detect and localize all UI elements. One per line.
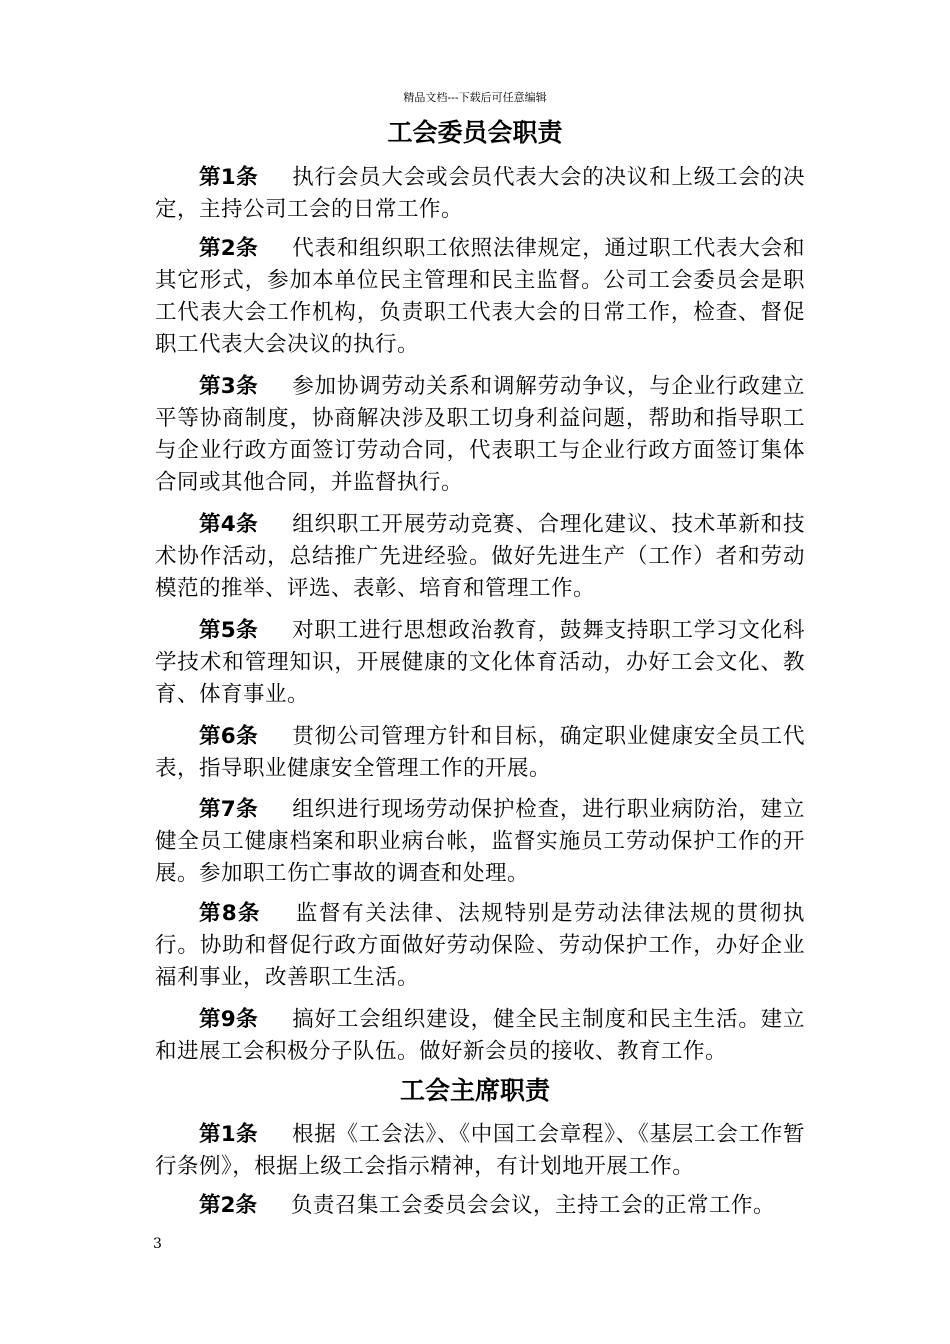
article-text: 对职工进行思想政治教育，鼓舞支持职工学习文化科学技术和管理知识，开展健康的文化体育活动，办好工会文化、教育、体育事业。 [155,618,805,707]
committee-article-9 [155,1004,805,1068]
article-number: 第9条 [199,1007,258,1032]
article-number: 第1条 [199,1122,258,1147]
article-text: 贯彻公司管理方针和目标，确定职业健康安全员工代表，指导职业健康安全管理工作的开展。 [155,724,805,781]
page-number: 3 [153,1236,162,1252]
committee-article-3 [155,371,805,499]
page-header-note: 精品文档---下载后可任意编辑 [403,91,547,104]
article-number: 第6条 [199,724,258,749]
committee-article-5 [155,615,805,711]
article-text: 执行会员大会或会员代表大会的决议和上级工会的决定，主持公司工会的日常工作。 [155,165,805,222]
article-number: 第4条 [199,512,258,537]
committee-article-4 [155,509,805,605]
article-number: 第1条 [199,165,258,190]
committee-article-6 [155,721,805,785]
article-number: 第8条 [199,901,261,926]
section-title-committee: 工会委员会职责 [387,118,563,147]
committee-article-1 [155,162,805,226]
article-text: 监督有关法律、法规特别是劳动法律法规的贯彻执行。协助和督促行政方面做好劳动保险、劳动保护工作，办好企业福利事业，改善职工生活。 [155,901,805,990]
article-number: 第7条 [199,797,258,822]
section-title-chairman: 工会主席职责 [399,1076,550,1105]
article-text: 组织进行现场劳动保护检查，进行职业病防治，建立健全员工健康档案和职业病台帐，监督实施员工劳动保护工作的开展。参加职工伤亡事故的调查和处理。 [155,797,805,886]
committee-article-8 [155,898,805,994]
article-text: 根据《工会法》、《中国工会章程》、《基层工会工作暂行条例》，根据上级工会指示精神，有计划地开展工作。 [155,1122,805,1179]
chairman-article-2 [155,1190,805,1222]
chairman-article-1 [155,1119,805,1183]
article-number: 第2条 [199,1193,257,1218]
article-text: 参加协调劳动关系和调解劳动争议，与企业行政建立平等协商制度，协商解决涉及职工切身利益问题，帮助和指导职工与企业行政方面签订劳动合同，代表职工与企业行政方面签订集体合同或其他合同，并监督执行。 [155,374,805,495]
committee-article-2 [155,233,805,361]
article-text: 搞好工会组织建设，健全民主制度和民主生活。建立和进展工会积极分子队伍。做好新会员的接收、教育工作。 [155,1007,805,1064]
article-number: 第5条 [199,618,258,643]
article-text: 代表和组织职工依照法律规定，通过职工代表大会和其它形式，参加本单位民主管理和民主监督。公司工会委员会是职工代表大会工作机构，负责职工代表大会的日常工作，检查、督促职工代表大会决议的执行。 [155,236,805,357]
article-text: 负责召集工会委员会会议，主持工会的正常工作。 [290,1193,775,1218]
article-number: 第2条 [199,236,258,261]
article-number: 第3条 [199,374,258,399]
committee-article-7 [155,794,805,890]
article-text: 组织职工开展劳动竞赛、合理化建议、技术革新和技术协作活动，总结推广先进经验。做好先进生产（工作）者和劳动模范的推举、评选、表彰、培育和管理工作。 [155,512,805,601]
